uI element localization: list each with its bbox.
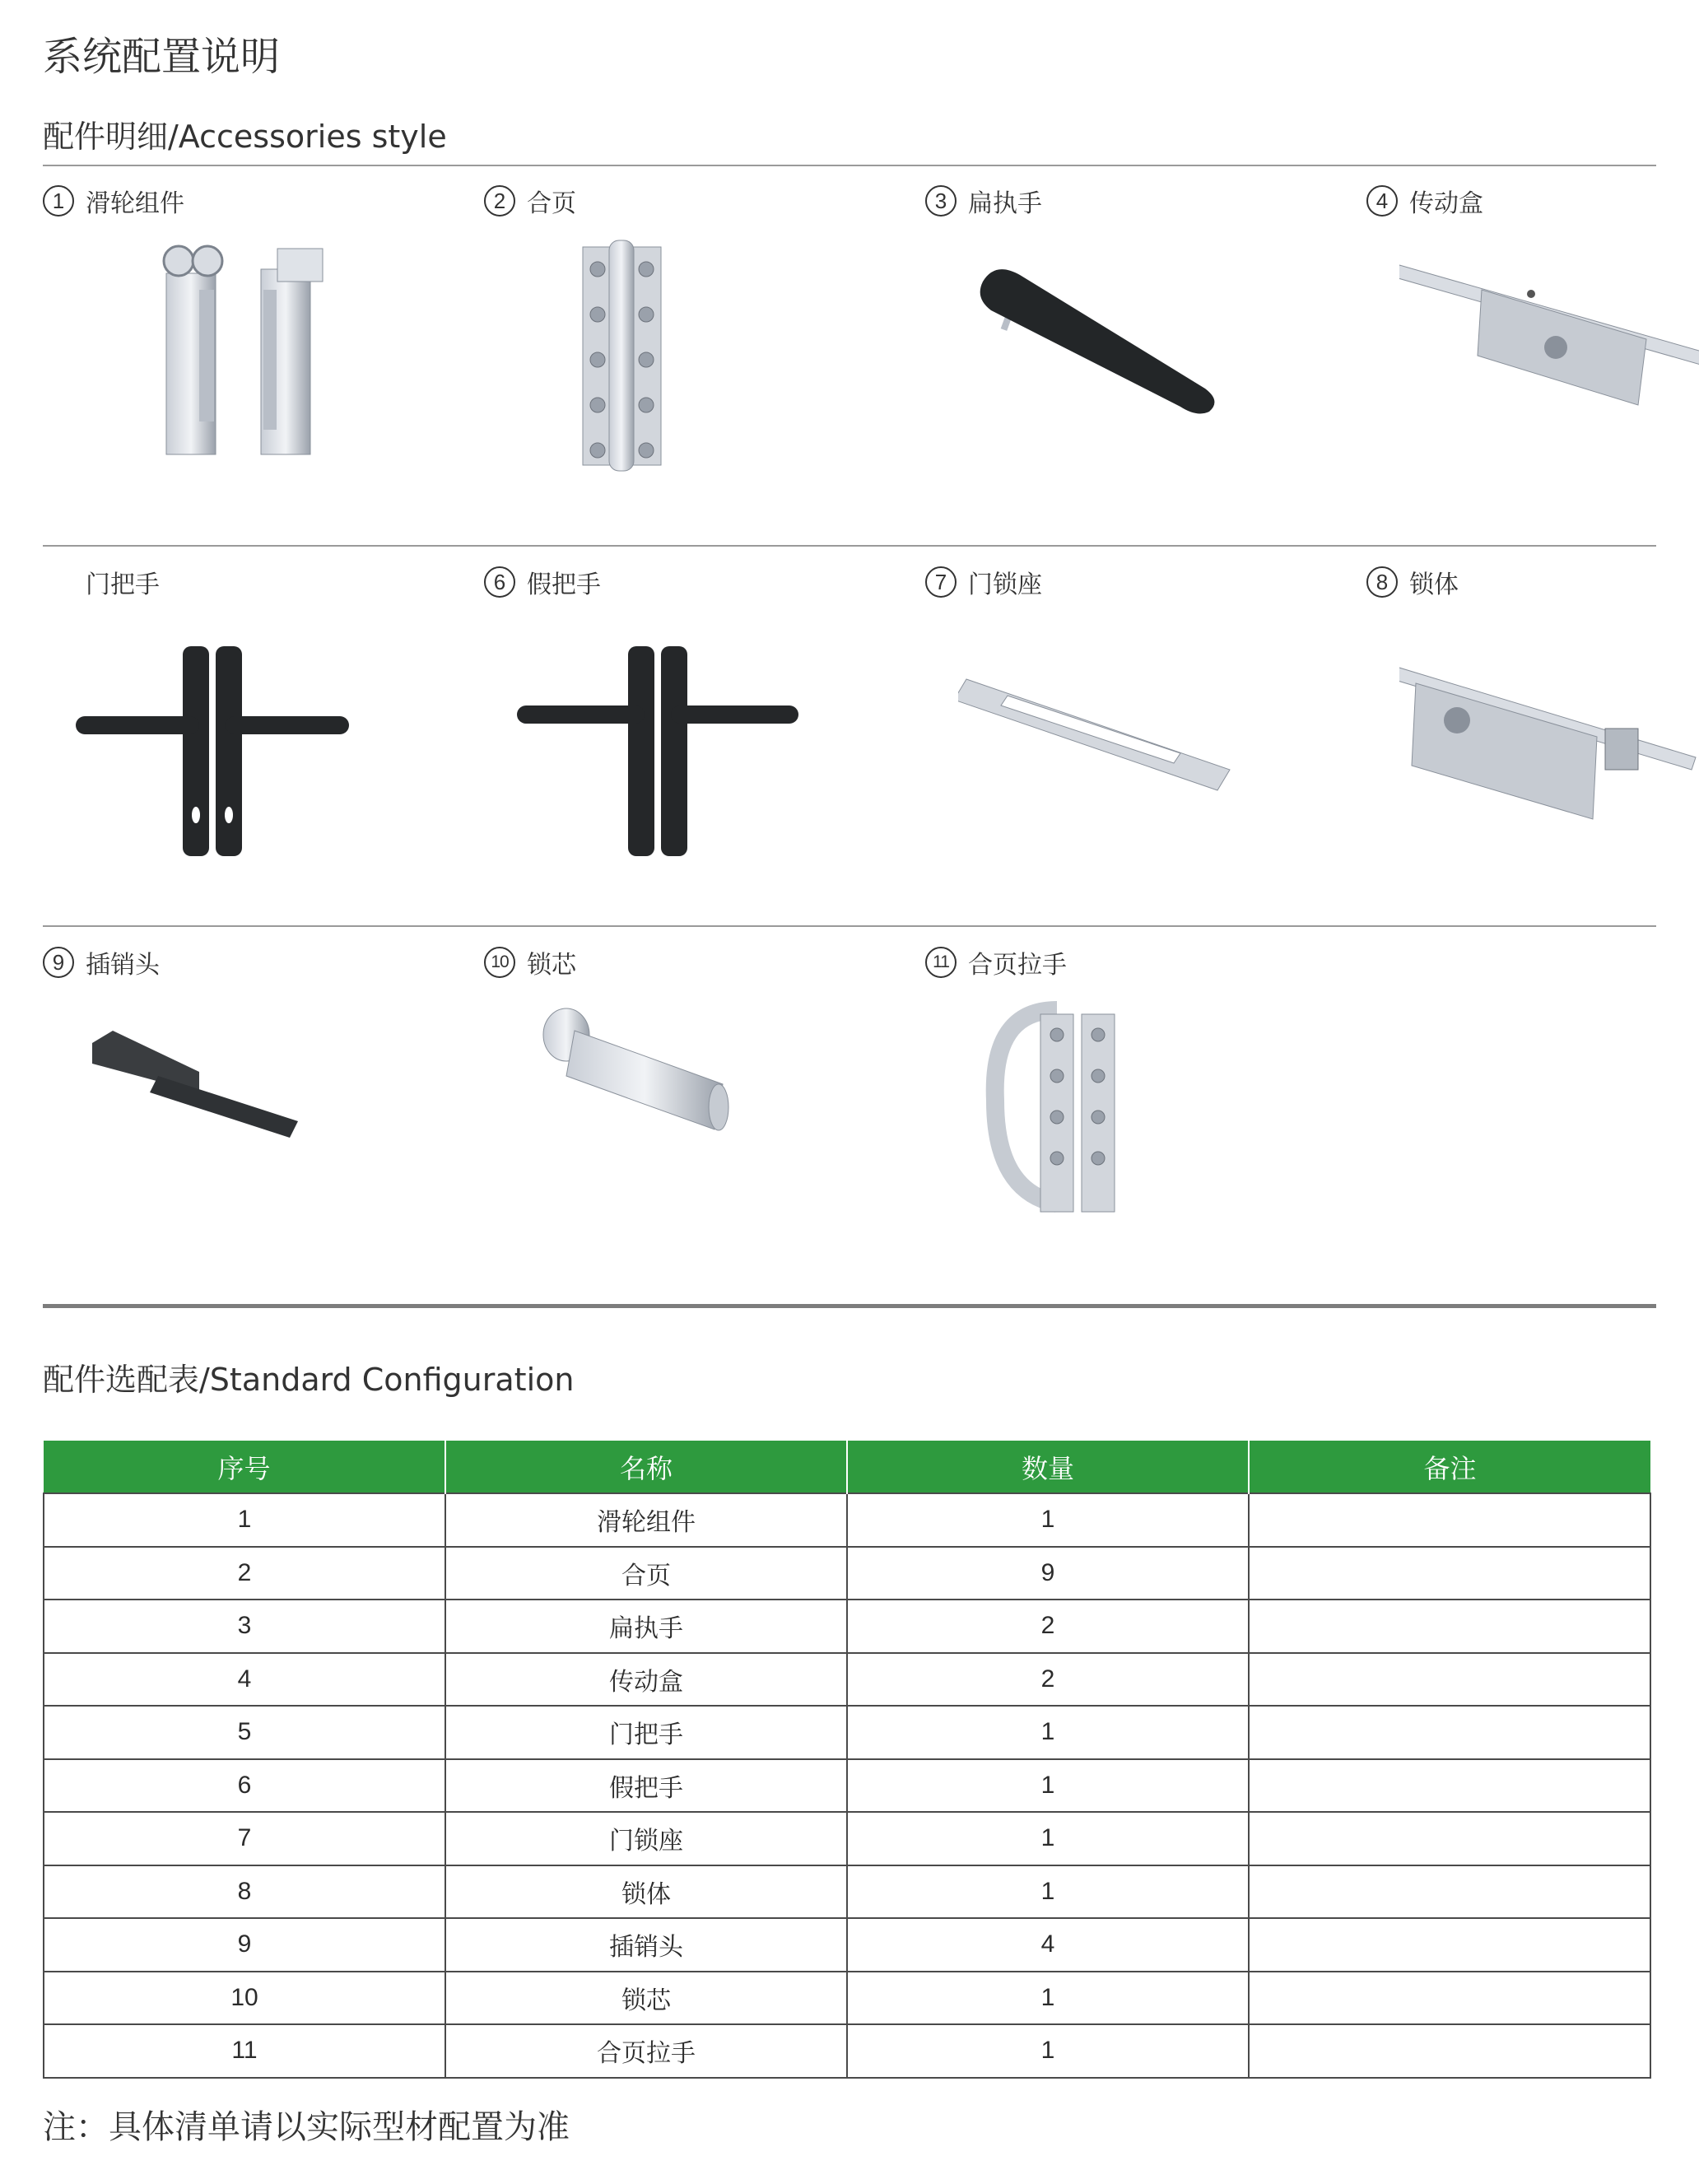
configuration-section-title: 配件选配表/Standard Configuration: [43, 1362, 575, 1398]
item-name: 假把手: [527, 570, 601, 599]
table-row: [44, 1918, 1650, 1972]
item-name: 插销头: [86, 951, 160, 980]
table-row: [44, 1493, 1650, 1547]
item-number-badge: 7: [925, 566, 957, 598]
table-cell: 1: [847, 1493, 1249, 1547]
table-row: [44, 1865, 1650, 1919]
table-header-row: [44, 1441, 1650, 1493]
lock-strike-plate-icon: [958, 605, 1345, 877]
table-row: [44, 1812, 1650, 1865]
table-row: [44, 2024, 1650, 2078]
table-cell: 锁芯: [445, 1972, 847, 2025]
column-header: 备注: [1249, 1441, 1650, 1493]
accessory-item: [484, 547, 925, 926]
table-cell: [1249, 1918, 1650, 1972]
column-header: 数量: [847, 1441, 1249, 1493]
item-name: 合页拉手: [968, 951, 1067, 980]
accessory-item: [925, 166, 1366, 545]
table-cell: 7: [44, 1812, 445, 1865]
table-cell: [1249, 1493, 1650, 1547]
table-row: [44, 1653, 1650, 1707]
table-row: [44, 1547, 1650, 1600]
table-cell: 1: [847, 1865, 1249, 1919]
table-cell: 锁体: [445, 1865, 847, 1919]
item-name: 扁执手: [968, 189, 1042, 218]
configuration-table: [43, 1441, 1651, 2079]
hinge-pull-handle-icon: [958, 985, 1345, 1257]
column-header: 序号: [44, 1441, 445, 1493]
table-cell: 4: [44, 1653, 445, 1707]
hinge-icon: [517, 224, 904, 496]
accessory-item: [43, 547, 484, 926]
accessory-item: [484, 928, 925, 1306]
table-cell: 2: [847, 1600, 1249, 1653]
column-header: 名称: [445, 1441, 847, 1493]
table-cell: 9: [847, 1547, 1249, 1600]
table-cell: 1: [847, 1812, 1249, 1865]
table-cell: [1249, 1972, 1650, 2025]
table-cell: 扁执手: [445, 1600, 847, 1653]
accessory-item: [925, 547, 1366, 926]
item-number-badge: 11: [925, 947, 957, 978]
table-cell: 传动盒: [445, 1653, 847, 1707]
latch-bolt-icon: [76, 985, 463, 1257]
table-row: [44, 1972, 1650, 2025]
table-cell: 1: [847, 1972, 1249, 2025]
item-name: 锁芯: [527, 951, 576, 980]
table-cell: 插销头: [445, 1918, 847, 1972]
item-name: 滑轮组件: [86, 189, 184, 218]
item-name: 传动盒: [1409, 189, 1483, 218]
table-cell: [1249, 1547, 1650, 1600]
table-cell: 11: [44, 2024, 445, 2078]
table-cell: [1249, 1706, 1650, 1759]
table-cell: 合页拉手: [445, 2024, 847, 2078]
table-cell: 4: [847, 1918, 1249, 1972]
table-cell: 10: [44, 1972, 445, 2025]
dummy-handle-icon: [517, 605, 904, 877]
item-number-badge: 2: [484, 185, 515, 217]
item-name: 门把手: [86, 570, 160, 599]
accessories-section-title: 配件明细/Accessories style: [43, 119, 447, 155]
accessory-item: [484, 166, 925, 545]
item-number-badge: 10: [484, 947, 515, 978]
lock-cylinder-icon: [517, 985, 904, 1257]
table-cell: 1: [44, 1493, 445, 1547]
divider: [43, 545, 1656, 547]
transmission-box-icon: [1399, 224, 1699, 496]
flat-handle-icon: [958, 224, 1345, 496]
door-handle-icon: [76, 605, 463, 877]
footnote: 注：具体清单请以实际型材配置为准: [43, 2108, 570, 2146]
table-cell: 5: [44, 1706, 445, 1759]
table-cell: [1249, 2024, 1650, 2078]
table-cell: 1: [847, 2024, 1249, 2078]
item-name: 合页: [527, 189, 576, 218]
accessory-item: [1366, 547, 1699, 926]
table-cell: [1249, 1865, 1650, 1919]
table-cell: 滑轮组件: [445, 1493, 847, 1547]
section-divider: [43, 1304, 1656, 1308]
accessory-item: [1366, 166, 1699, 545]
table-cell: 门锁座: [445, 1812, 847, 1865]
item-number-badge: 9: [43, 947, 74, 978]
item-number-badge: 1: [43, 185, 74, 217]
table-cell: 3: [44, 1600, 445, 1653]
item-number-badge: 3: [925, 185, 957, 217]
table-cell: 8: [44, 1865, 445, 1919]
table-cell: [1249, 1653, 1650, 1707]
table-row: [44, 1706, 1650, 1759]
table-cell: [1249, 1759, 1650, 1813]
accessory-item: [43, 928, 484, 1306]
accessory-item: [925, 928, 1366, 1306]
item-number-badge: 8: [1366, 566, 1398, 598]
table-cell: 门把手: [445, 1706, 847, 1759]
item-number-badge: 6: [484, 566, 515, 598]
table-cell: 合页: [445, 1547, 847, 1600]
table-cell: 6: [44, 1759, 445, 1813]
sliding-wheel-assembly-icon: [76, 224, 463, 496]
table-row: [44, 1759, 1650, 1813]
divider: [43, 925, 1656, 927]
page-title: 系统配置说明: [43, 34, 281, 80]
table-cell: 2: [44, 1547, 445, 1600]
table-row: [44, 1600, 1650, 1653]
item-number-badge: 4: [1366, 185, 1398, 217]
table-cell: 1: [847, 1759, 1249, 1813]
table-cell: [1249, 1600, 1650, 1653]
table-cell: [1249, 1812, 1650, 1865]
item-name: 锁体: [1409, 570, 1459, 599]
table-cell: 1: [847, 1706, 1249, 1759]
table-cell: 2: [847, 1653, 1249, 1707]
table-cell: 9: [44, 1918, 445, 1972]
table-cell: 假把手: [445, 1759, 847, 1813]
lock-body-icon: [1399, 605, 1699, 877]
item-name: 门锁座: [968, 570, 1042, 599]
accessory-item: [43, 166, 484, 545]
